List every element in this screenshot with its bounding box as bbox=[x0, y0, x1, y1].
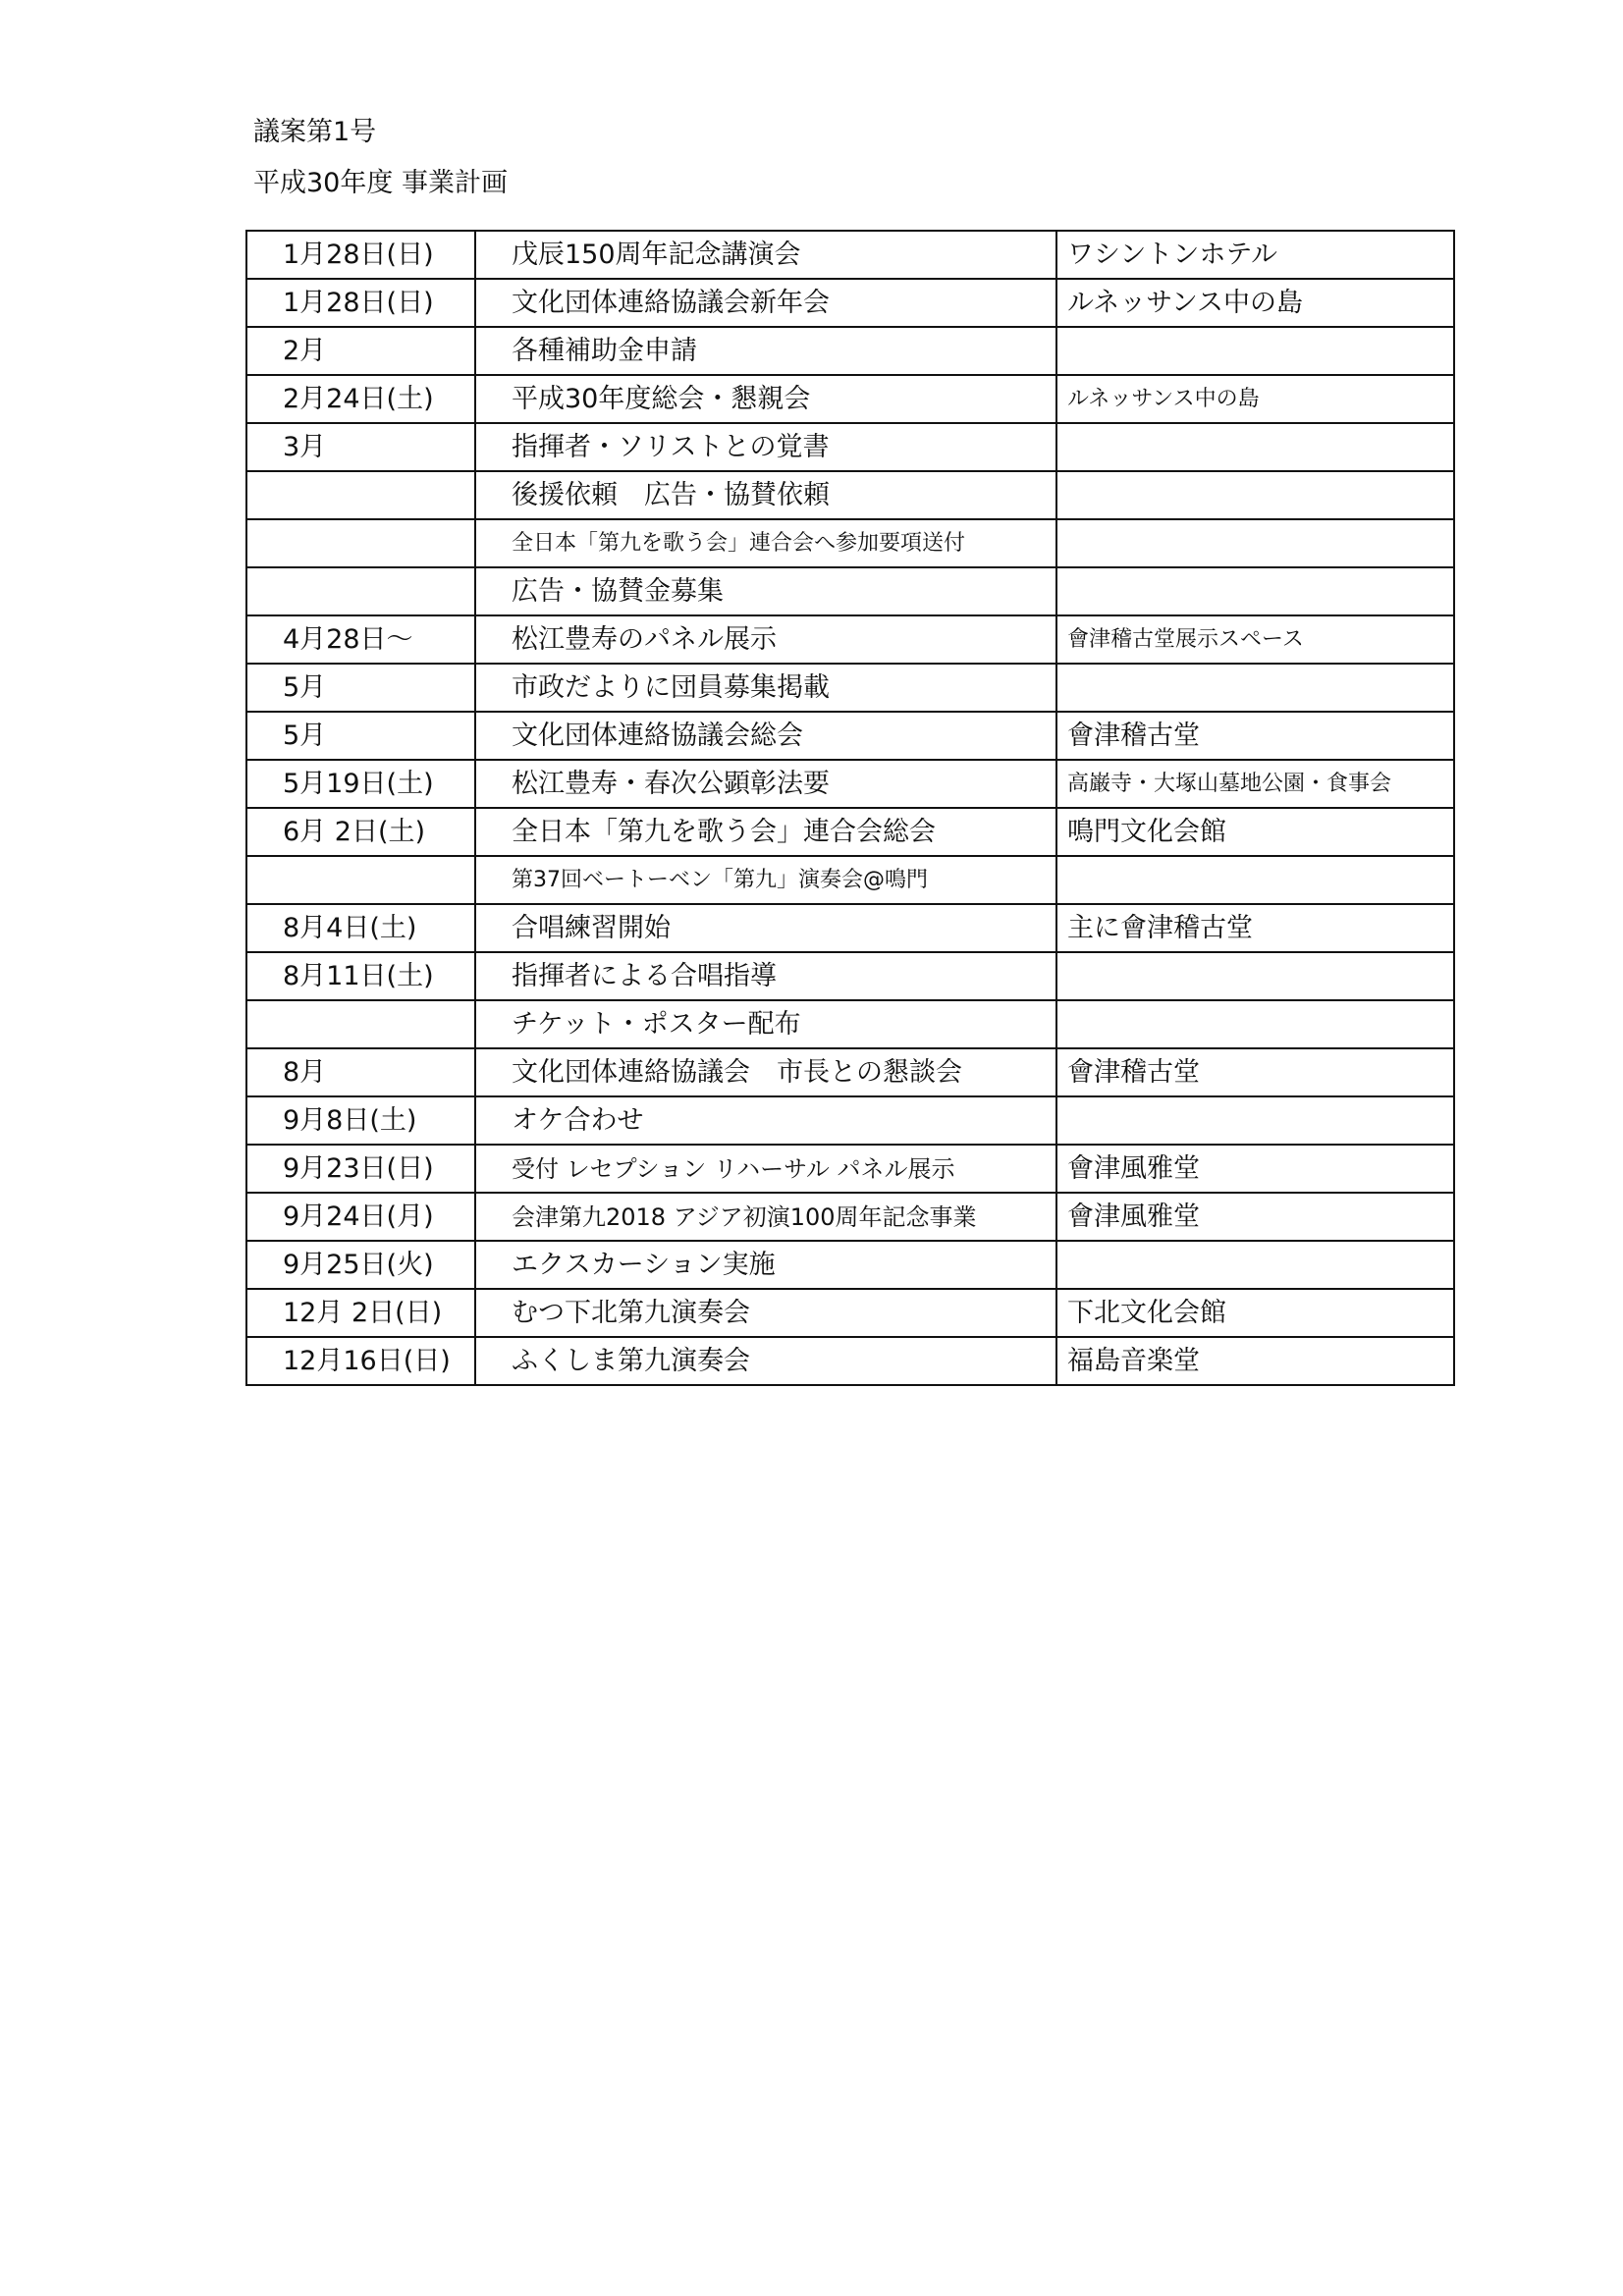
venue-cell bbox=[1056, 856, 1454, 904]
table-row bbox=[246, 904, 1454, 952]
event-cell: チケット・ポスター配布 bbox=[475, 1000, 1056, 1048]
table-row bbox=[246, 712, 1454, 760]
date-cell: 12月16日(日) bbox=[246, 1337, 475, 1385]
agenda-number: 議案第1号 bbox=[253, 117, 377, 147]
event-cell: 指揮者・ソリストとの覚書 bbox=[475, 423, 1056, 471]
venue-cell bbox=[1056, 327, 1454, 375]
date-cell: 9月24日(月) bbox=[246, 1193, 475, 1241]
table-row bbox=[246, 423, 1454, 471]
event-cell: 文化団体連絡協議会新年会 bbox=[475, 279, 1056, 327]
date-cell: 1月28日(日) bbox=[246, 279, 475, 327]
date-cell bbox=[246, 471, 475, 519]
table-row bbox=[246, 952, 1454, 1000]
table-row bbox=[246, 1048, 1454, 1096]
event-cell: むつ下北第九演奏会 bbox=[475, 1289, 1056, 1337]
table-row bbox=[246, 1145, 1454, 1193]
venue-cell bbox=[1056, 952, 1454, 1000]
venue-cell: ワシントンホテル bbox=[1056, 231, 1454, 279]
venue-cell: 下北文化会館 bbox=[1056, 1289, 1454, 1337]
date-cell: 5月 bbox=[246, 712, 475, 760]
date-cell: 6月 2日(土) bbox=[246, 808, 475, 856]
event-cell: 受付 レセプション リハーサル パネル展示 bbox=[475, 1145, 1056, 1193]
table-row bbox=[246, 1096, 1454, 1145]
event-cell: ふくしま第九演奏会 bbox=[475, 1337, 1056, 1385]
date-cell: 9月8日(土) bbox=[246, 1096, 475, 1145]
table-row bbox=[246, 808, 1454, 856]
event-cell: 合唱練習開始 bbox=[475, 904, 1056, 952]
event-cell: 市政だよりに団員募集掲載 bbox=[475, 664, 1056, 712]
venue-cell: 會津風雅堂 bbox=[1056, 1145, 1454, 1193]
table-row bbox=[246, 327, 1454, 375]
event-cell: 文化団体連絡協議会 市長との懇談会 bbox=[475, 1048, 1056, 1096]
date-cell: 8月4日(土) bbox=[246, 904, 475, 952]
table-row bbox=[246, 664, 1454, 712]
date-cell: 4月28日～ bbox=[246, 615, 475, 664]
venue-cell: 鳴門文化会館 bbox=[1056, 808, 1454, 856]
date-cell: 9月23日(日) bbox=[246, 1145, 475, 1193]
date-cell bbox=[246, 519, 475, 567]
venue-cell: 會津稽古堂展示スペース bbox=[1056, 615, 1454, 664]
date-cell: 1月28日(日) bbox=[246, 231, 475, 279]
date-cell: 5月19日(土) bbox=[246, 760, 475, 808]
event-cell: オケ合わせ bbox=[475, 1096, 1056, 1145]
venue-cell bbox=[1056, 1241, 1454, 1289]
venue-cell: 主に會津稽古堂 bbox=[1056, 904, 1454, 952]
venue-cell bbox=[1056, 519, 1454, 567]
event-cell: 指揮者による合唱指導 bbox=[475, 952, 1056, 1000]
table-row bbox=[246, 1241, 1454, 1289]
venue-cell: 會津稽古堂 bbox=[1056, 1048, 1454, 1096]
document-title: 平成30年度 事業計画 bbox=[253, 168, 508, 198]
venue-cell: ルネッサンス中の島 bbox=[1056, 279, 1454, 327]
table-row bbox=[246, 615, 1454, 664]
venue-cell bbox=[1056, 567, 1454, 615]
table-row bbox=[246, 231, 1454, 279]
date-cell: 8月 bbox=[246, 1048, 475, 1096]
venue-cell bbox=[1056, 1000, 1454, 1048]
venue-cell: 會津風雅堂 bbox=[1056, 1193, 1454, 1241]
event-cell: 第37回ベートーベン「第九」演奏会@鳴門 bbox=[475, 856, 1056, 904]
venue-cell: 福島音楽堂 bbox=[1056, 1337, 1454, 1385]
event-cell: エクスカーション実施 bbox=[475, 1241, 1056, 1289]
event-cell: 文化団体連絡協議会総会 bbox=[475, 712, 1056, 760]
venue-cell: 會津稽古堂 bbox=[1056, 712, 1454, 760]
event-cell: 広告・協賛金募集 bbox=[475, 567, 1056, 615]
venue-cell bbox=[1056, 664, 1454, 712]
date-cell: 9月25日(火) bbox=[246, 1241, 475, 1289]
event-cell: 松江豊寿のパネル展示 bbox=[475, 615, 1056, 664]
table-row bbox=[246, 279, 1454, 327]
event-cell: 戊辰150周年記念講演会 bbox=[475, 231, 1056, 279]
table-row bbox=[246, 567, 1454, 615]
table-row bbox=[246, 471, 1454, 519]
event-cell: 各種補助金申請 bbox=[475, 327, 1056, 375]
table-row bbox=[246, 1193, 1454, 1241]
venue-cell: 高巌寺・大塚山墓地公園・食事会 bbox=[1056, 760, 1454, 808]
table-row bbox=[246, 519, 1454, 567]
event-cell: 全日本「第九を歌う会」連合会総会 bbox=[475, 808, 1056, 856]
table-row bbox=[246, 1337, 1454, 1385]
venue-cell: ルネッサンス中の島 bbox=[1056, 375, 1454, 423]
date-cell bbox=[246, 856, 475, 904]
table-row bbox=[246, 856, 1454, 904]
date-cell: 2月 bbox=[246, 327, 475, 375]
event-cell: 後援依頼 広告・協賛依頼 bbox=[475, 471, 1056, 519]
venue-cell bbox=[1056, 471, 1454, 519]
schedule-table-body bbox=[246, 231, 1454, 1385]
event-cell: 会津第九2018 アジア初演100周年記念事業 bbox=[475, 1193, 1056, 1241]
date-cell: 8月11日(土) bbox=[246, 952, 475, 1000]
event-cell: 平成30年度総会・懇親会 bbox=[475, 375, 1056, 423]
date-cell bbox=[246, 1000, 475, 1048]
date-cell: 2月24日(土) bbox=[246, 375, 475, 423]
venue-cell bbox=[1056, 423, 1454, 471]
table-row bbox=[246, 375, 1454, 423]
event-cell: 全日本「第九を歌う会」連合会へ参加要項送付 bbox=[475, 519, 1056, 567]
table-row bbox=[246, 1000, 1454, 1048]
date-cell: 5月 bbox=[246, 664, 475, 712]
date-cell: 12月 2日(日) bbox=[246, 1289, 475, 1337]
table-row bbox=[246, 1289, 1454, 1337]
table-row bbox=[246, 760, 1454, 808]
schedule-table bbox=[245, 230, 1455, 1386]
date-cell bbox=[246, 567, 475, 615]
event-cell: 松江豊寿・春次公顕彰法要 bbox=[475, 760, 1056, 808]
venue-cell bbox=[1056, 1096, 1454, 1145]
date-cell: 3月 bbox=[246, 423, 475, 471]
